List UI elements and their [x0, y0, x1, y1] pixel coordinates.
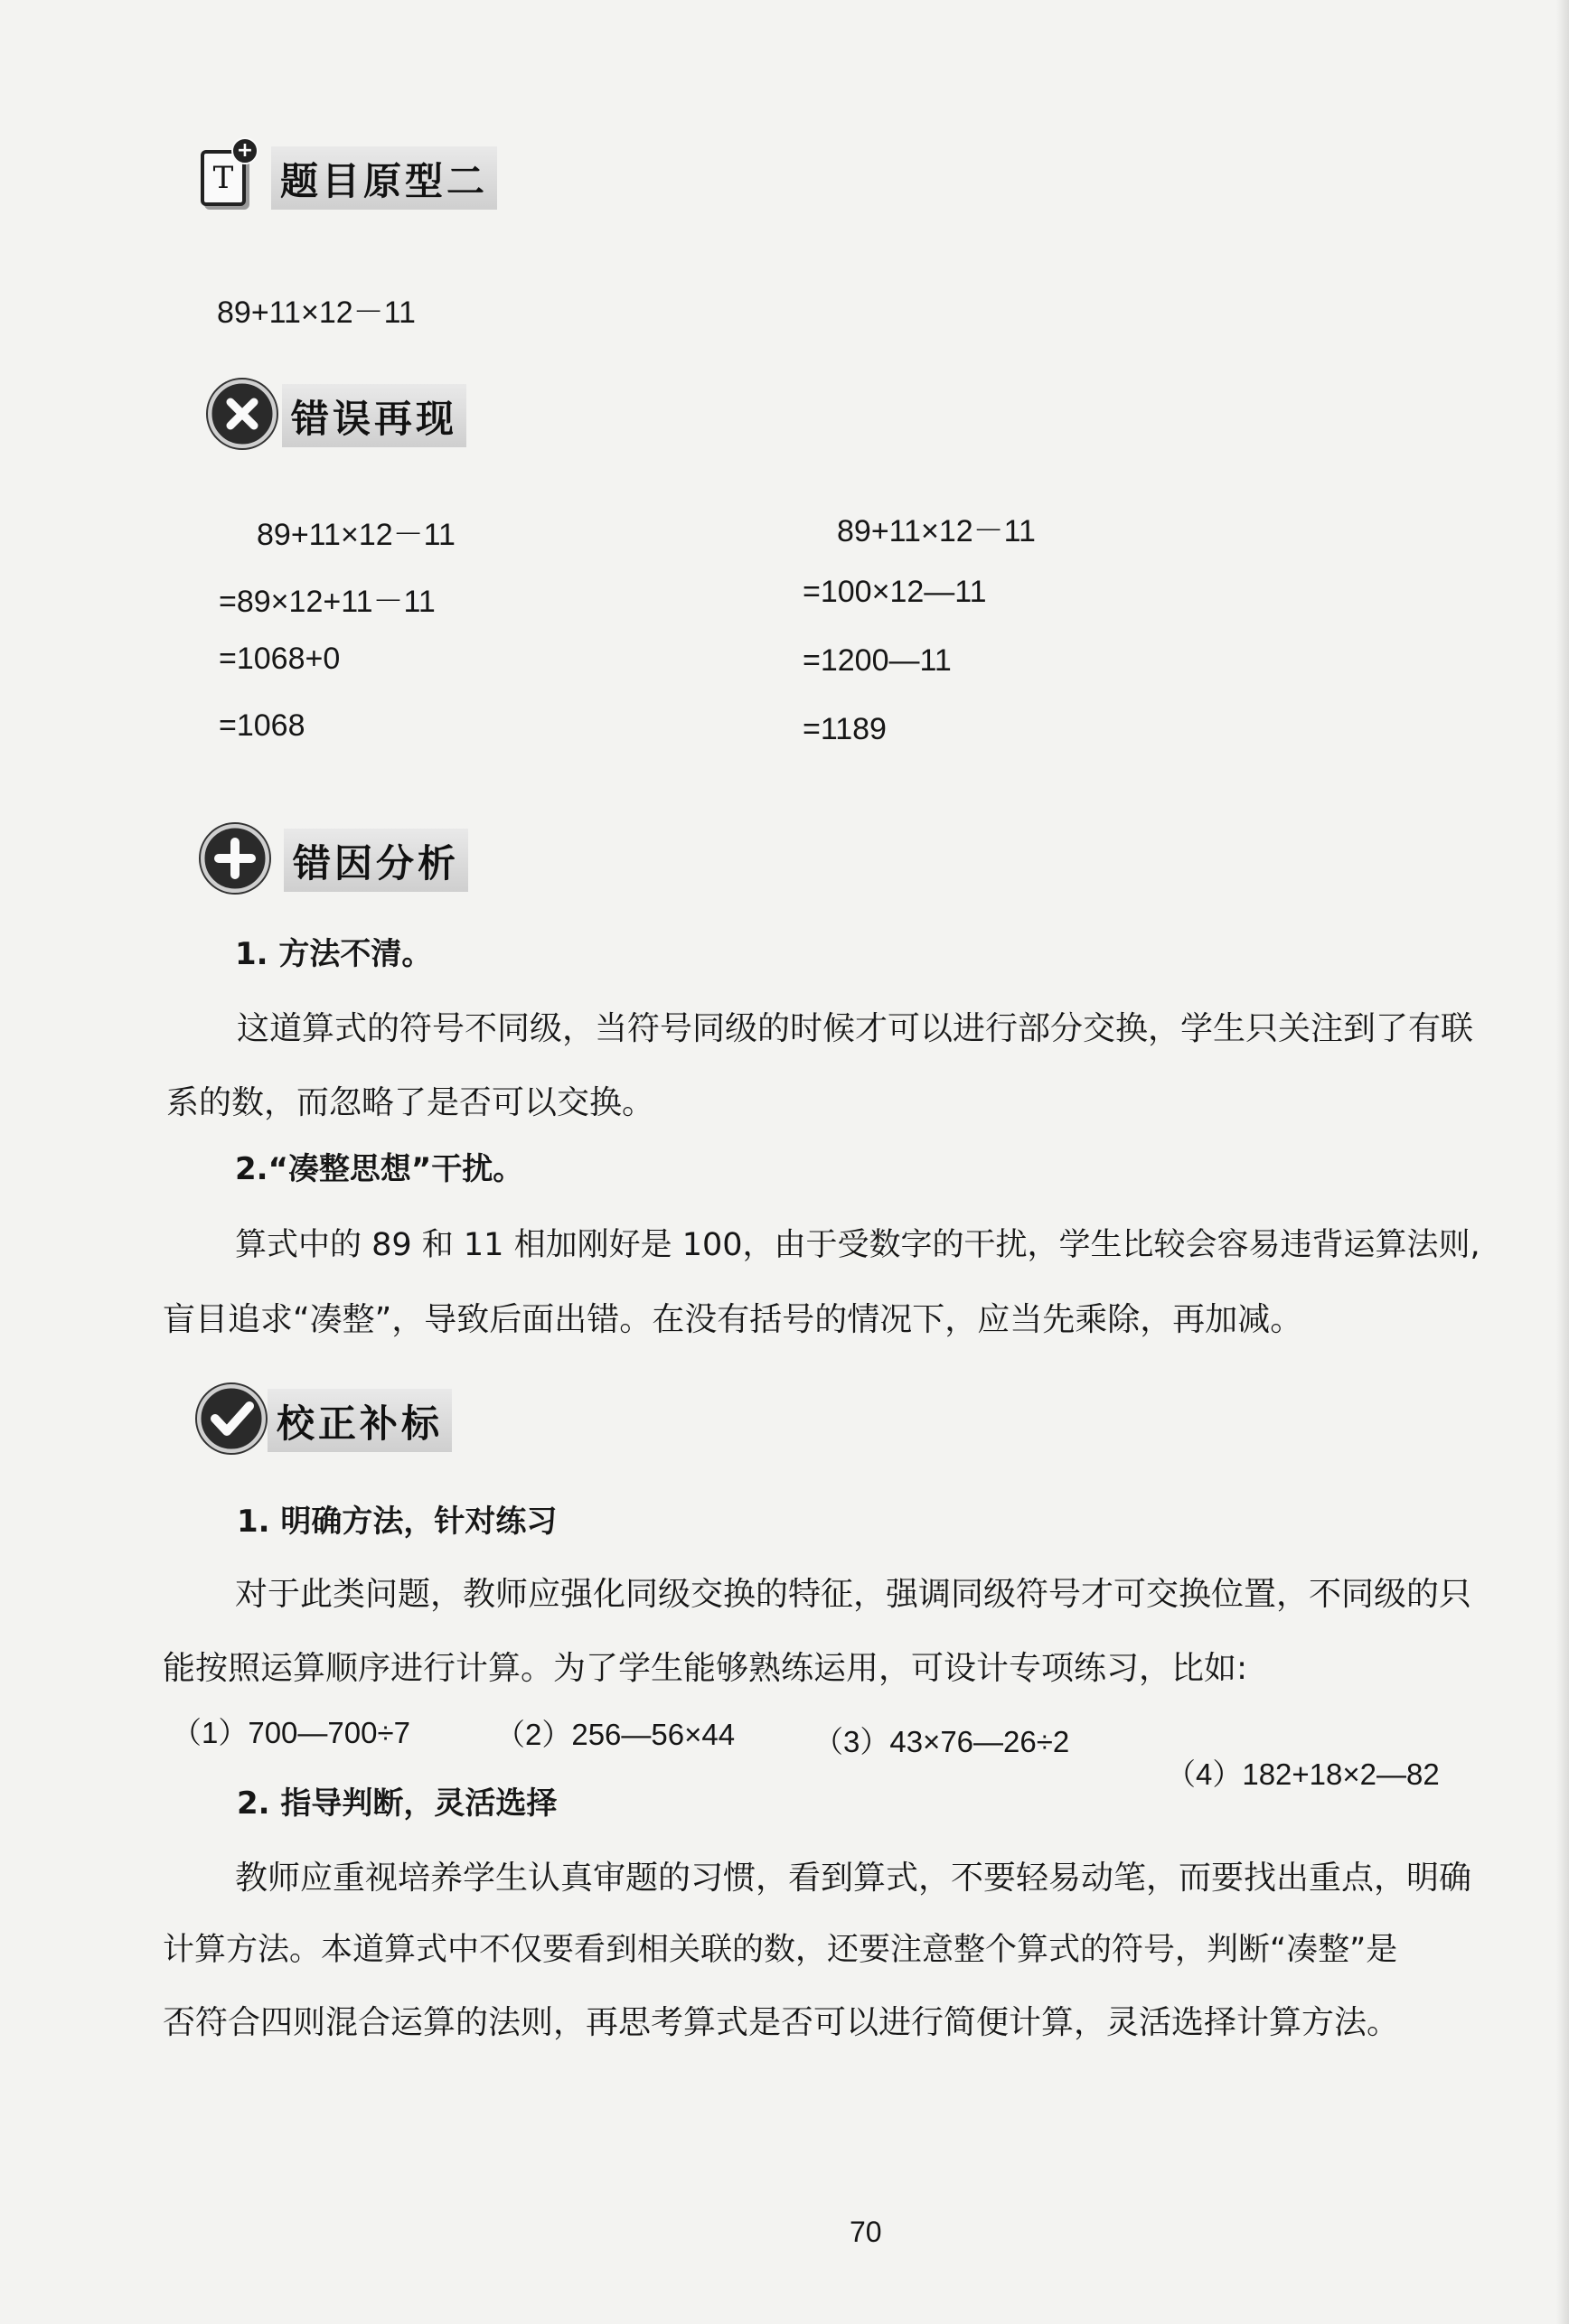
error-left-step-3: =1068+0	[219, 642, 341, 676]
correction-header	[195, 1382, 452, 1458]
error-right-step-2: =100×12—11	[803, 575, 987, 609]
error-right-step-1: 89+11×12－11	[837, 514, 1036, 548]
error-title: 错误再现	[282, 384, 466, 447]
plus-circle-icon	[199, 822, 271, 898]
exercise-4: （4）182+18×2—82	[1166, 1757, 1440, 1791]
analysis-item1-heading: 1. 方法不清。	[235, 936, 433, 972]
exercise-2: （2）256—56×44	[495, 1718, 736, 1751]
correction-item1-heading: 1. 明确方法，针对练习	[237, 1504, 558, 1540]
analysis-item1-line1: 这道算式的符号不同级，当符号同级的时候才可以进行部分交换，学生只关注到了有联	[237, 1010, 1474, 1047]
correction-item2-line3: 否符合四则混合运算的法则，再思考算式是否可以进行简便计算，灵活选择计算方法。	[163, 2004, 1400, 2041]
error-right-step-3: =1200—11	[803, 643, 952, 678]
exercise-3: （3）43×76—26÷2	[813, 1725, 1070, 1758]
prototype-title: 题目原型二	[271, 146, 497, 210]
analysis-item2-heading: 2.“凑整思想”干扰。	[235, 1151, 524, 1187]
error-left-step-2: =89×12+11－11	[219, 585, 436, 619]
x-circle-icon	[206, 378, 278, 454]
prototype-header	[201, 139, 497, 210]
correction-item2-line1: 教师应重视培养学生认真审题的习惯，看到算式，不要轻易动笔，而要找出重点，明确	[235, 1860, 1472, 1897]
analysis-item2-line2: 盲目追求“凑整”，导致后面出错。在没有括号的情况下，应当先乘除，再加减。	[163, 1301, 1303, 1338]
t-plus-icon: T +	[201, 150, 246, 206]
analysis-item1-line2: 系的数，而忽略了是否可以交换。	[166, 1084, 655, 1121]
correction-item1-line2: 能按照运算顺序进行计算。为了学生能够熟练运用，可设计专项练习，比如:	[163, 1650, 1248, 1687]
correction-item1-line1: 对于此类问题，教师应强化同级交换的特征，强调同级符号才可交换位置，不同级的只	[235, 1576, 1472, 1613]
exercise-1: （1）700—700÷7	[172, 1716, 410, 1749]
analysis-title: 错因分析	[284, 829, 468, 892]
correction-title: 校正补标	[268, 1389, 452, 1452]
prototype-expression: 89+11×12－11	[217, 295, 416, 330]
error-right-step-4: =1189	[803, 712, 887, 746]
correction-item2-line2: 计算方法。本道算式中不仅要看到相关联的数，还要注意整个算式的符号，判断“凑整”是	[163, 1932, 1398, 1968]
correction-item2-heading: 2. 指导判断，灵活选择	[237, 1785, 558, 1822]
check-circle-icon	[195, 1382, 268, 1458]
error-header	[206, 378, 466, 454]
analysis-header	[199, 822, 468, 898]
page-edge	[1556, 0, 1569, 2324]
analysis-item2-line1: 算式中的 89 和 11 相加刚好是 100，由于受数字的干扰，学生比较会容易违背运算法则,	[235, 1227, 1480, 1263]
error-left-step-4: =1068	[219, 708, 305, 743]
error-left-step-1: 89+11×12－11	[257, 518, 456, 552]
page-number: 70	[850, 2216, 882, 2248]
